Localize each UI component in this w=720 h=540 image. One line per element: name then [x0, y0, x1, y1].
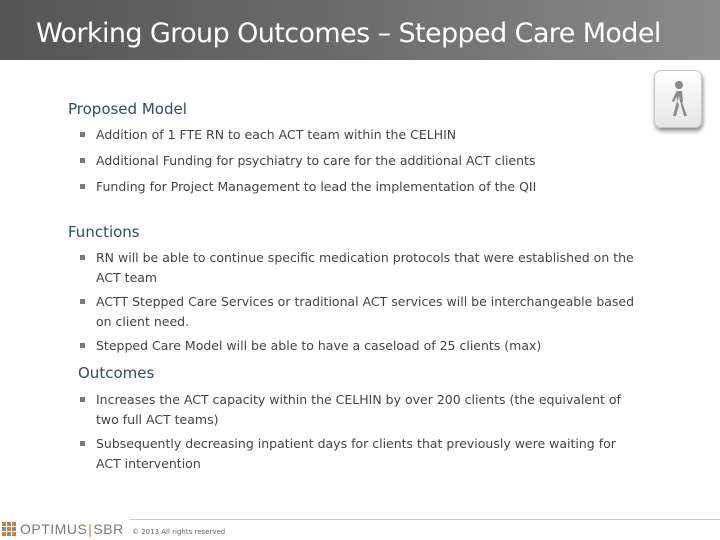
square-bullet: [80, 132, 85, 137]
logo-mark-icon: [2, 522, 16, 536]
list-item: RN will be able to continue specific medication protocols that were established on the ACT team: [78, 248, 638, 288]
list-item: ACTT Stepped Care Services or traditional ACT services will be interchangeable based on client need.: [78, 292, 638, 332]
square-bullet: [80, 397, 85, 402]
proposed-model-list: [78, 125, 638, 197]
walking-person-tile: [654, 70, 702, 128]
square-bullet: [80, 299, 85, 304]
square-bullet: [80, 343, 85, 348]
list-item: Additional Funding for psychiatry to care for the additional ACT clients: [78, 151, 638, 171]
section-heading-outcomes: Outcomes: [78, 364, 155, 382]
optimus-sbr-logo: [2, 520, 124, 538]
square-bullet: [80, 184, 85, 189]
list-item: Stepped Care Model will be able to have a caseload of 25 clients (max): [78, 336, 638, 356]
list-item: Addition of 1 FTE RN to each ACT team within the CELHIN: [78, 125, 638, 145]
walking-person-icon: [664, 80, 692, 118]
title-bar: [0, 0, 720, 60]
square-bullet: [80, 158, 85, 163]
square-bullet: [80, 441, 85, 446]
section-heading-functions: Functions: [68, 223, 140, 241]
section-heading-proposed-model: Proposed Model: [68, 100, 187, 118]
list-item: Increases the ACT capacity within the CELHIN by over 200 clients (the equivalent of two full ACT teams): [78, 390, 638, 430]
outcomes-list: [78, 390, 638, 474]
list-item: Funding for Project Management to lead the implementation of the QII: [78, 177, 638, 197]
square-bullet: [80, 255, 85, 260]
footer-divider: [130, 519, 720, 520]
copyright-notice: © 2013 All rights reserved: [132, 528, 226, 536]
functions-list: [78, 248, 638, 356]
logo-wordmark: OPTIMUS|SBR: [20, 521, 124, 537]
list-item: Subsequently decreasing inpatient days for clients that previously were waiting for ACT intervention: [78, 434, 638, 474]
slide-title: Working Group Outcomes – Stepped Care Model: [36, 18, 661, 49]
